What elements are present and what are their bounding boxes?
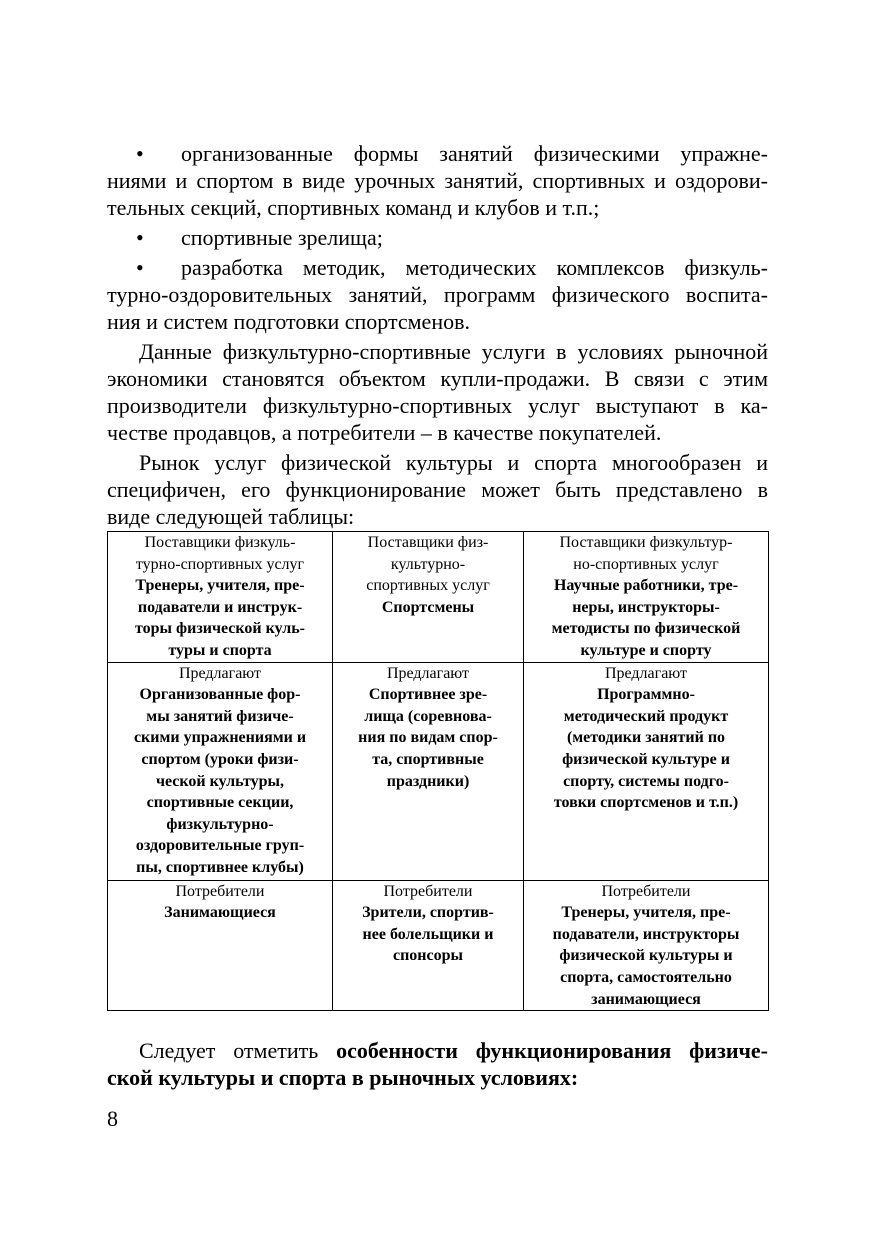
cell-value: подаватели и инструк- [137,598,303,616]
cell-value: пы, спортивнее клубы) [136,858,304,876]
cell-label: Предлагают [604,664,688,682]
cell-value: скими упражнениями и [133,729,307,747]
cell-value: праздники) [386,772,470,790]
page-body [107,140,768,1091]
bullet-icon: • [136,225,144,250]
cell-value: физической культуры и [559,947,733,965]
table-cell [524,662,769,880]
cell-value: методический продукт [563,707,729,725]
cell-value: Тренеры, учителя, пре- [561,904,731,922]
paragraph-line: Данные физкультурно-спортивные услуги в условиях рыночной [139,339,768,364]
paragraph-line: специфичен, его функционирование может быть представлено в [107,477,768,502]
bullet-line: тельных секций, спортивных команд и клубов и т.п.; [107,195,600,220]
page-number: 8 [107,1106,118,1131]
cell-value: торы физической куль- [135,620,305,638]
cell-label: но-спортивных услуг [573,555,719,573]
cell-value: лища (соревнова- [364,707,492,725]
cell-value: физкультурно- [166,815,274,833]
cell-value: (методики занятий по [566,729,726,747]
cell-label: Потребители [383,882,473,900]
bullet-icon: • [136,141,144,166]
cell-value: спортом (уроки физи- [141,750,299,768]
cell-label: Поставщики физкуль- [144,534,296,551]
cell-value: Организованные фор- [139,686,301,704]
paragraph-table-intro [107,449,768,530]
closing-line [107,1037,768,1064]
table-cell [108,532,333,663]
cell-value: Научные работники, тре- [553,577,739,595]
table-row [108,662,769,880]
closing-paragraph [107,1037,768,1091]
cell-label: турно-спортивных услуг [135,555,305,573]
cell-value: культуре и спорту [580,641,712,659]
cell-value: Спортсмены [381,598,475,616]
table-cell [333,662,524,880]
bullet-item [107,254,768,335]
paragraph-market-services [107,338,768,446]
closing-bold: особенности функционирования физиче- [336,1038,768,1064]
bullet-line: ния и систем подготовки спортсменов. [107,309,470,334]
cell-value: та, спортивные [372,750,484,768]
cell-value: спорту, системы подго- [563,772,729,790]
paragraph-line: производители физкультурно-спортивных услуг выступают в ка- [107,393,768,418]
bullet-line: спортивные зрелища; [181,225,383,250]
cell-value: ния по видам спор- [358,729,498,747]
table-row [108,532,769,663]
cell-label: Поставщики физ- [367,534,489,551]
table-row [108,880,769,1011]
bullet-line: ниями и спортом в виде урочных занятий, спортивных и оздорови- [107,168,768,193]
cell-label: Предлагают [178,664,262,682]
cell-value: Спортивнее зре- [368,686,488,704]
cell-value: спорта, самостоятельно [560,968,732,986]
bullet-line: турно-оздоровительных занятий, программ физического воспита- [107,282,768,307]
table-cell [524,532,769,663]
cell-value: занимающиеся [591,990,701,1008]
cell-value: товки спортсменов и т.п.) [553,794,739,812]
cell-label: Поставщики физкультур- [559,534,733,551]
cell-value: физической культуре и [562,750,730,768]
paragraph-line: экономики становятся объектом купли-продажи. В связи с этим [107,366,768,391]
cell-value: Программно- [597,686,695,704]
cell-label: Потребители [601,882,691,900]
cell-value: мы занятий физиче- [146,707,294,725]
table-cell [108,662,333,880]
paragraph-line: виде следующей таблицы: [107,504,355,529]
cell-value: туры и спорта [168,641,272,659]
cell-value: спонсоры [392,947,464,965]
bullet-line: разработка методик, методических комплексов физкуль- [181,255,768,280]
paragraph-line: честве продавцов, а потребители – в качестве покупателей. [107,420,662,445]
services-table [107,531,769,1011]
bullet-item [107,224,768,251]
cell-value: подаватели, инструкторы [552,925,740,943]
cell-value: неры, инструкторы- [572,598,720,616]
table-cell [333,532,524,663]
cell-value: ческой культуры, [155,772,285,790]
closing-bold: ской культуры и спорта в рыночных условиях: [107,1065,579,1091]
cell-label: Потребители [175,882,265,900]
cell-label: Предлагают [386,664,470,682]
closing-line [107,1064,768,1091]
bullet-item [107,140,768,221]
table-cell [524,880,769,1011]
table-cell [333,880,524,1011]
closing-prefix: Следует отметить [139,1038,337,1064]
cell-value: Занимающиеся [164,904,276,922]
cell-value: Зрители, спортив- [362,904,494,922]
paragraph-line: Рынок услуг физической культуры и спорта многообразен и [139,450,768,475]
table-cell [108,880,333,1011]
cell-label: культурно- [390,555,466,573]
bullet-line: организованные формы занятий физическими упражне- [181,141,768,166]
bullet-icon: • [136,255,144,280]
cell-label: спортивных услуг [366,577,490,595]
cell-value: спортивные секции, [146,794,294,812]
cell-value: методисты по физической [551,620,741,638]
bullet-list [107,140,768,335]
cell-value: оздоровительные груп- [135,837,305,855]
cell-value: нее болельщики и [362,925,494,943]
cell-value: Тренеры, учителя, пре- [135,577,305,595]
